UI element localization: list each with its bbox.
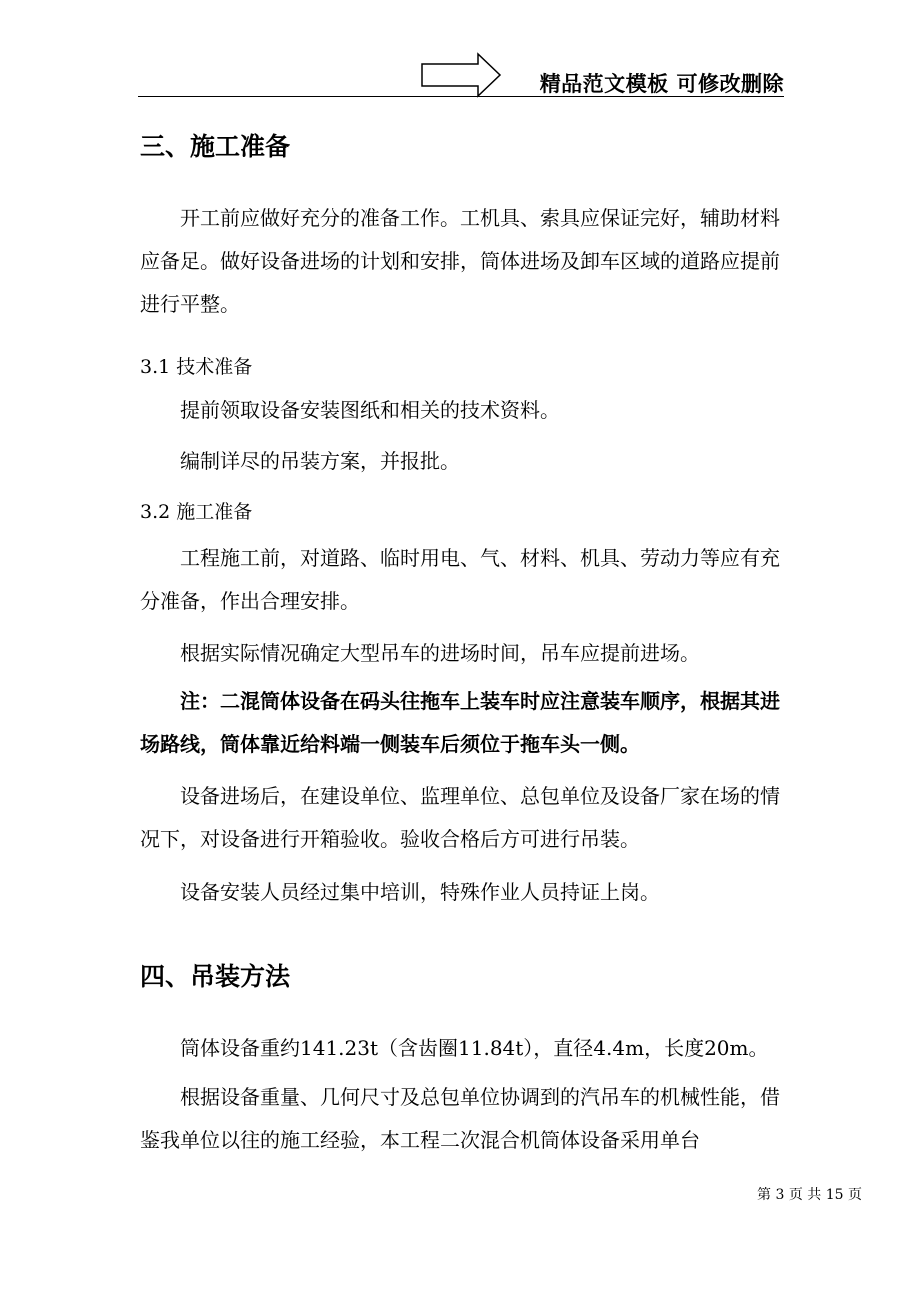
page-header [138, 50, 784, 98]
section-3-intro: 开工前应做好充分的准备工作。工机具、索具应保证完好，辅助材料应备足。做好设备进场的计划和安排，筒体进场及卸车区域的道路应提前进行平整。 [140, 206, 780, 316]
subsection-3-1-title: 3.1 技术准备 [140, 356, 253, 378]
section-4-title: 四、吊装方法 [140, 962, 291, 991]
subsection-3-2-para-1: 工程施工前，对道路、临时用电、气、材料、机具、劳动力等应有充分准备，作出合理安排。 [140, 546, 780, 613]
subsection-3-2-para-2: 根据实际情况确定大型吊车的进场时间，吊车应提前进场。 [180, 641, 700, 665]
note-paragraph: 注：二混筒体设备在码头往拖车上装车时应注意装车顺序，根据其进场路线，筒体靠近给料端一侧装车后须位于拖车头一侧。 [140, 689, 780, 756]
section-4-para-2: 根据设备重量、几何尺寸及总包单位协调到的汽吊车的机械性能，借鉴我单位以往的施工经验，本工程二次混合机筒体设备采用单台 [140, 1085, 780, 1152]
section-3-title: 三、施工准备 [140, 132, 291, 161]
subsection-3-2-para-3: 设备进场后，在建设单位、监理单位、总包单位及设备厂家在场的情况下，对设备进行开箱验收。验收合格后方可进行吊装。 [140, 784, 780, 851]
header-rule [138, 96, 784, 97]
subsection-3-1-item-2: 编制详尽的吊装方案，并报批。 [180, 449, 460, 473]
page-footer: 第 3 页 共 15 页 [757, 1187, 862, 1203]
header-text: 精品范文模板 可修改删除 [539, 72, 784, 96]
section-4-para-1: 筒体设备重约141.23t（含齿圈11.84t），直径4.4m，长度20m。 [180, 1036, 769, 1060]
subsection-3-1-item-1: 提前领取设备安装图纸和相关的技术资料。 [180, 398, 560, 422]
subsection-3-2-para-4: 设备安装人员经过集中培训，特殊作业人员持证上岗。 [180, 880, 660, 904]
subsection-3-2-title: 3.2 施工准备 [140, 501, 253, 523]
right-arrow-icon [420, 52, 502, 98]
